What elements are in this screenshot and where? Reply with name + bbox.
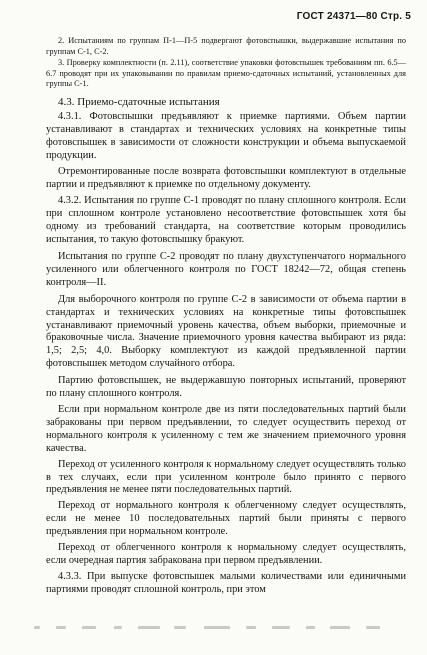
paragraph-normal-to-reduced: Переход от нормального контроля к облегченному следует осуществлять, если не менее 10 последовательных партий были приняты с первого предъявления при нормальном контроле. (46, 500, 406, 538)
paragraph-sampling: Для выборочного контроля по группе С-2 в зависимости от объема партии в стандартах и технических условиях на конкретные типы фотовспышек устанавливают приемочный уровень качества, объем выборки, приемочные и браковочные числа. Значение приемочного уровня качества выбирают из ряда: 1,5; 2,5; 4,0. Выборку комплектуют из каждой предъявленной партии фотовспышек методом случайного отбора. (46, 293, 406, 370)
paragraph-4-3-2: 4.3.2. Испытания по группе С-1 проводят по плану сплошного контроля. Если при сплошном контроле установлено несоответствие фотовспышек хотя бы одному из требований стандарта, на соответствие которым проводились испытания, то такую фотовспышку бракуют. (46, 195, 406, 246)
paragraph-reduced-to-normal: Переход от облегченного контроля к нормальному следует осуществлять, если очередная партия забракована при первом предъявлении. (46, 542, 406, 566)
paragraph-4-3-3: 4.3.3. При выпуске фотовспышек малыми количествами или единичными партиями проводят сплошной контроль, при этом (46, 570, 406, 595)
paragraph-4-3-1: 4.3.1. Фотовспышки предъявляют к приемке партиями. Объем партии устанавливают в стандартах и технических условиях на конкретные типы фотовспышек в зависимости от сложности конструкции и объема выпускаемой продукции. (46, 110, 406, 161)
paragraph-retest: Партию фотовспышек, не выдержавшую повторных испытаний, проверяют по плану сплошного контроля. (46, 375, 406, 400)
section-title: 4.3. Приемо-сдаточные испытания (58, 95, 220, 108)
paragraph-repaired: Отремонтированные после возврата фотовспышки комплектуют в отдельные партии и предъявляют к приемке по отдельному документу. (46, 165, 406, 190)
paragraph-group-c2: Испытания по группе С-2 проводят по плану двухступенчатого нормального усиленного или облегченного контроля по ГОСТ 18242—72, общая степень контроля—II. (46, 251, 406, 288)
paragraph-tightened-to-normal: Переход от усиленного контроля к нормальному следует осуществлять только в тех случаях, если при усиленном контроле было принято с первого предъявления не менее пяти последовательных партий. (46, 458, 406, 496)
paragraph-tightened: Если при нормальном контроле две из пяти последовательных партий были забракованы при первом предъявлении, то следует осуществить переход от нормального контроля к усиленному с тем же значением приемочного уровня качества. (46, 404, 406, 454)
note-2: 2. Испытаниям по группам П-1—П-5 подвергают фотовспышки, выдержавшие испытания по группам С-1, С-2. (46, 36, 406, 56)
page-content (46, 36, 406, 600)
bleed-through-marks (34, 626, 404, 634)
page-header: ГОСТ 24371—80 Стр. 5 (296, 11, 411, 22)
note-3: 3. Проверку комплектности (п. 2.11), соответствие упаковки фотовспышек требованиям пп. 6.5—6.7 проводят при их упаковывании по правилам приемо-сдаточных испытаний, установленных для группы С-1. (46, 58, 406, 89)
